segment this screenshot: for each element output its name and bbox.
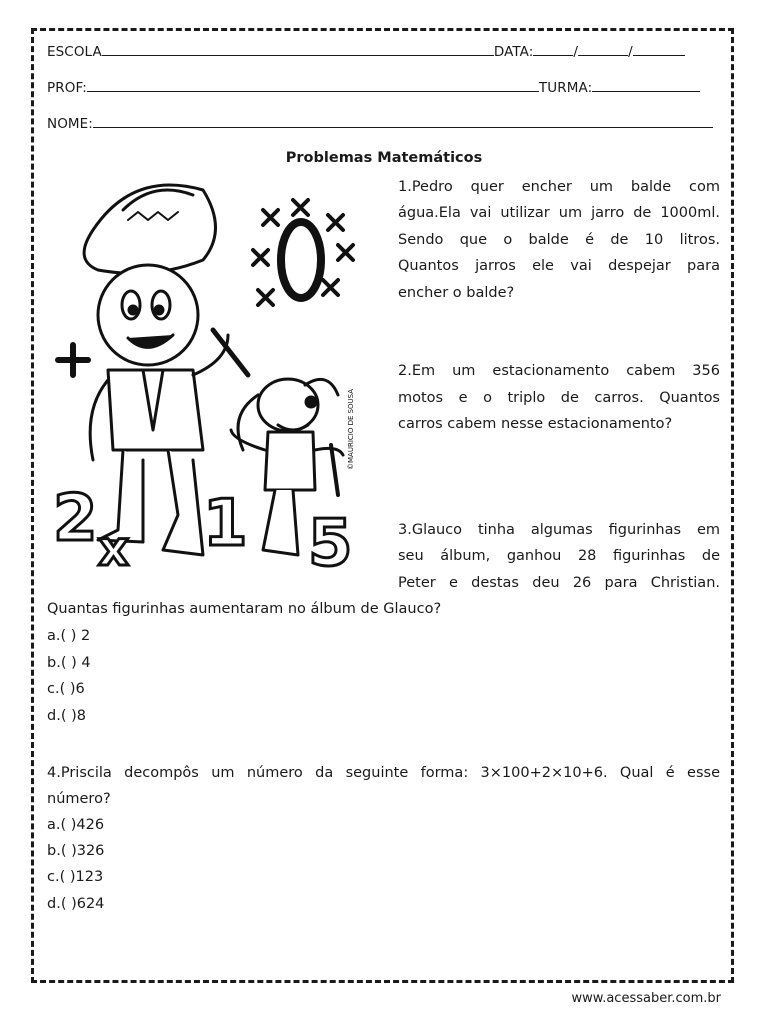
question-4-option-c[interactable]: c.( )123 [47, 869, 104, 885]
question-1-line-2: água.Ela vai utilizar um jarro de 1000ml. [398, 205, 720, 221]
question-4-option-a[interactable]: a.( )426 [47, 817, 105, 833]
nome-blank[interactable] [93, 116, 713, 128]
question-4-line-2: número? [47, 791, 111, 807]
illus-number-2: 2 [53, 482, 98, 556]
escola-label: ESCOLA [47, 44, 102, 60]
question-3-option-d[interactable]: d.( )8 [47, 708, 86, 724]
question-3-line-2: seu álbum, ganhou 28 figurinhas de [398, 548, 720, 564]
question-3-option-c[interactable]: c.( )6 [47, 681, 85, 697]
page-title: Problemas Matemáticos [285, 150, 483, 166]
date-month-blank[interactable] [578, 44, 628, 56]
illus-number-x: x [98, 521, 129, 577]
question-2-line-2: motos e o triplo de carros. Quantos [398, 390, 720, 406]
question-3-line-3: Peter e destas deu 26 para Christian. [398, 575, 720, 591]
question-2-line-3: carros cabem nesse estacionamento? [398, 416, 673, 432]
illus-number-1: 1 [203, 487, 248, 561]
nome-label: NOME: [47, 116, 93, 132]
prof-row [47, 80, 700, 96]
nome-row [47, 116, 713, 132]
question-2-line-1: 2.Em um estacionamento cabem 356 [398, 363, 720, 379]
illustration-signature: ©MAURICIO DE SOUSA [347, 388, 355, 470]
date-sep: / [628, 44, 633, 60]
question-3-continuation: Quantas figurinhas aumentaram no álbum de Glauco? [47, 601, 442, 617]
question-1-line-1: 1.Pedro quer encher um balde com [398, 179, 720, 195]
escola-blank[interactable] [102, 44, 494, 56]
question-3-option-a[interactable]: a.( ) 2 [47, 628, 91, 644]
date-day-blank[interactable] [533, 44, 573, 56]
illus-number-5: 5 [308, 507, 353, 581]
boy-and-dog-math-illustration [53, 170, 371, 588]
data-label: DATA: [493, 44, 534, 60]
escola-row [47, 44, 685, 60]
question-3-option-b[interactable]: b.( ) 4 [47, 655, 91, 671]
footer-website[interactable]: www.acessaber.com.br [571, 991, 721, 1006]
question-1-line-4: Quantos jarros ele vai despejar para [398, 258, 720, 274]
turma-label: TURMA: [538, 80, 593, 96]
turma-blank[interactable] [592, 80, 700, 92]
question-3-line-1: 3.Glauco tinha algumas figurinhas em [398, 522, 720, 538]
prof-label: PROF: [47, 80, 87, 96]
date-year-blank[interactable] [633, 44, 685, 56]
question-1-line-5: encher o balde? [398, 285, 515, 301]
question-4-line-1: 4.Priscila decompôs um número da seguinte forma: 3×100+2×10+6. Qual é esse [47, 765, 720, 781]
date-sep: / [573, 44, 579, 60]
question-4-option-d[interactable]: d.( )624 [47, 896, 105, 912]
prof-blank[interactable] [87, 80, 539, 92]
question-1-line-3: Sendo que o balde é de 10 litros. [398, 232, 720, 248]
question-4-option-b[interactable]: b.( )326 [47, 843, 105, 859]
